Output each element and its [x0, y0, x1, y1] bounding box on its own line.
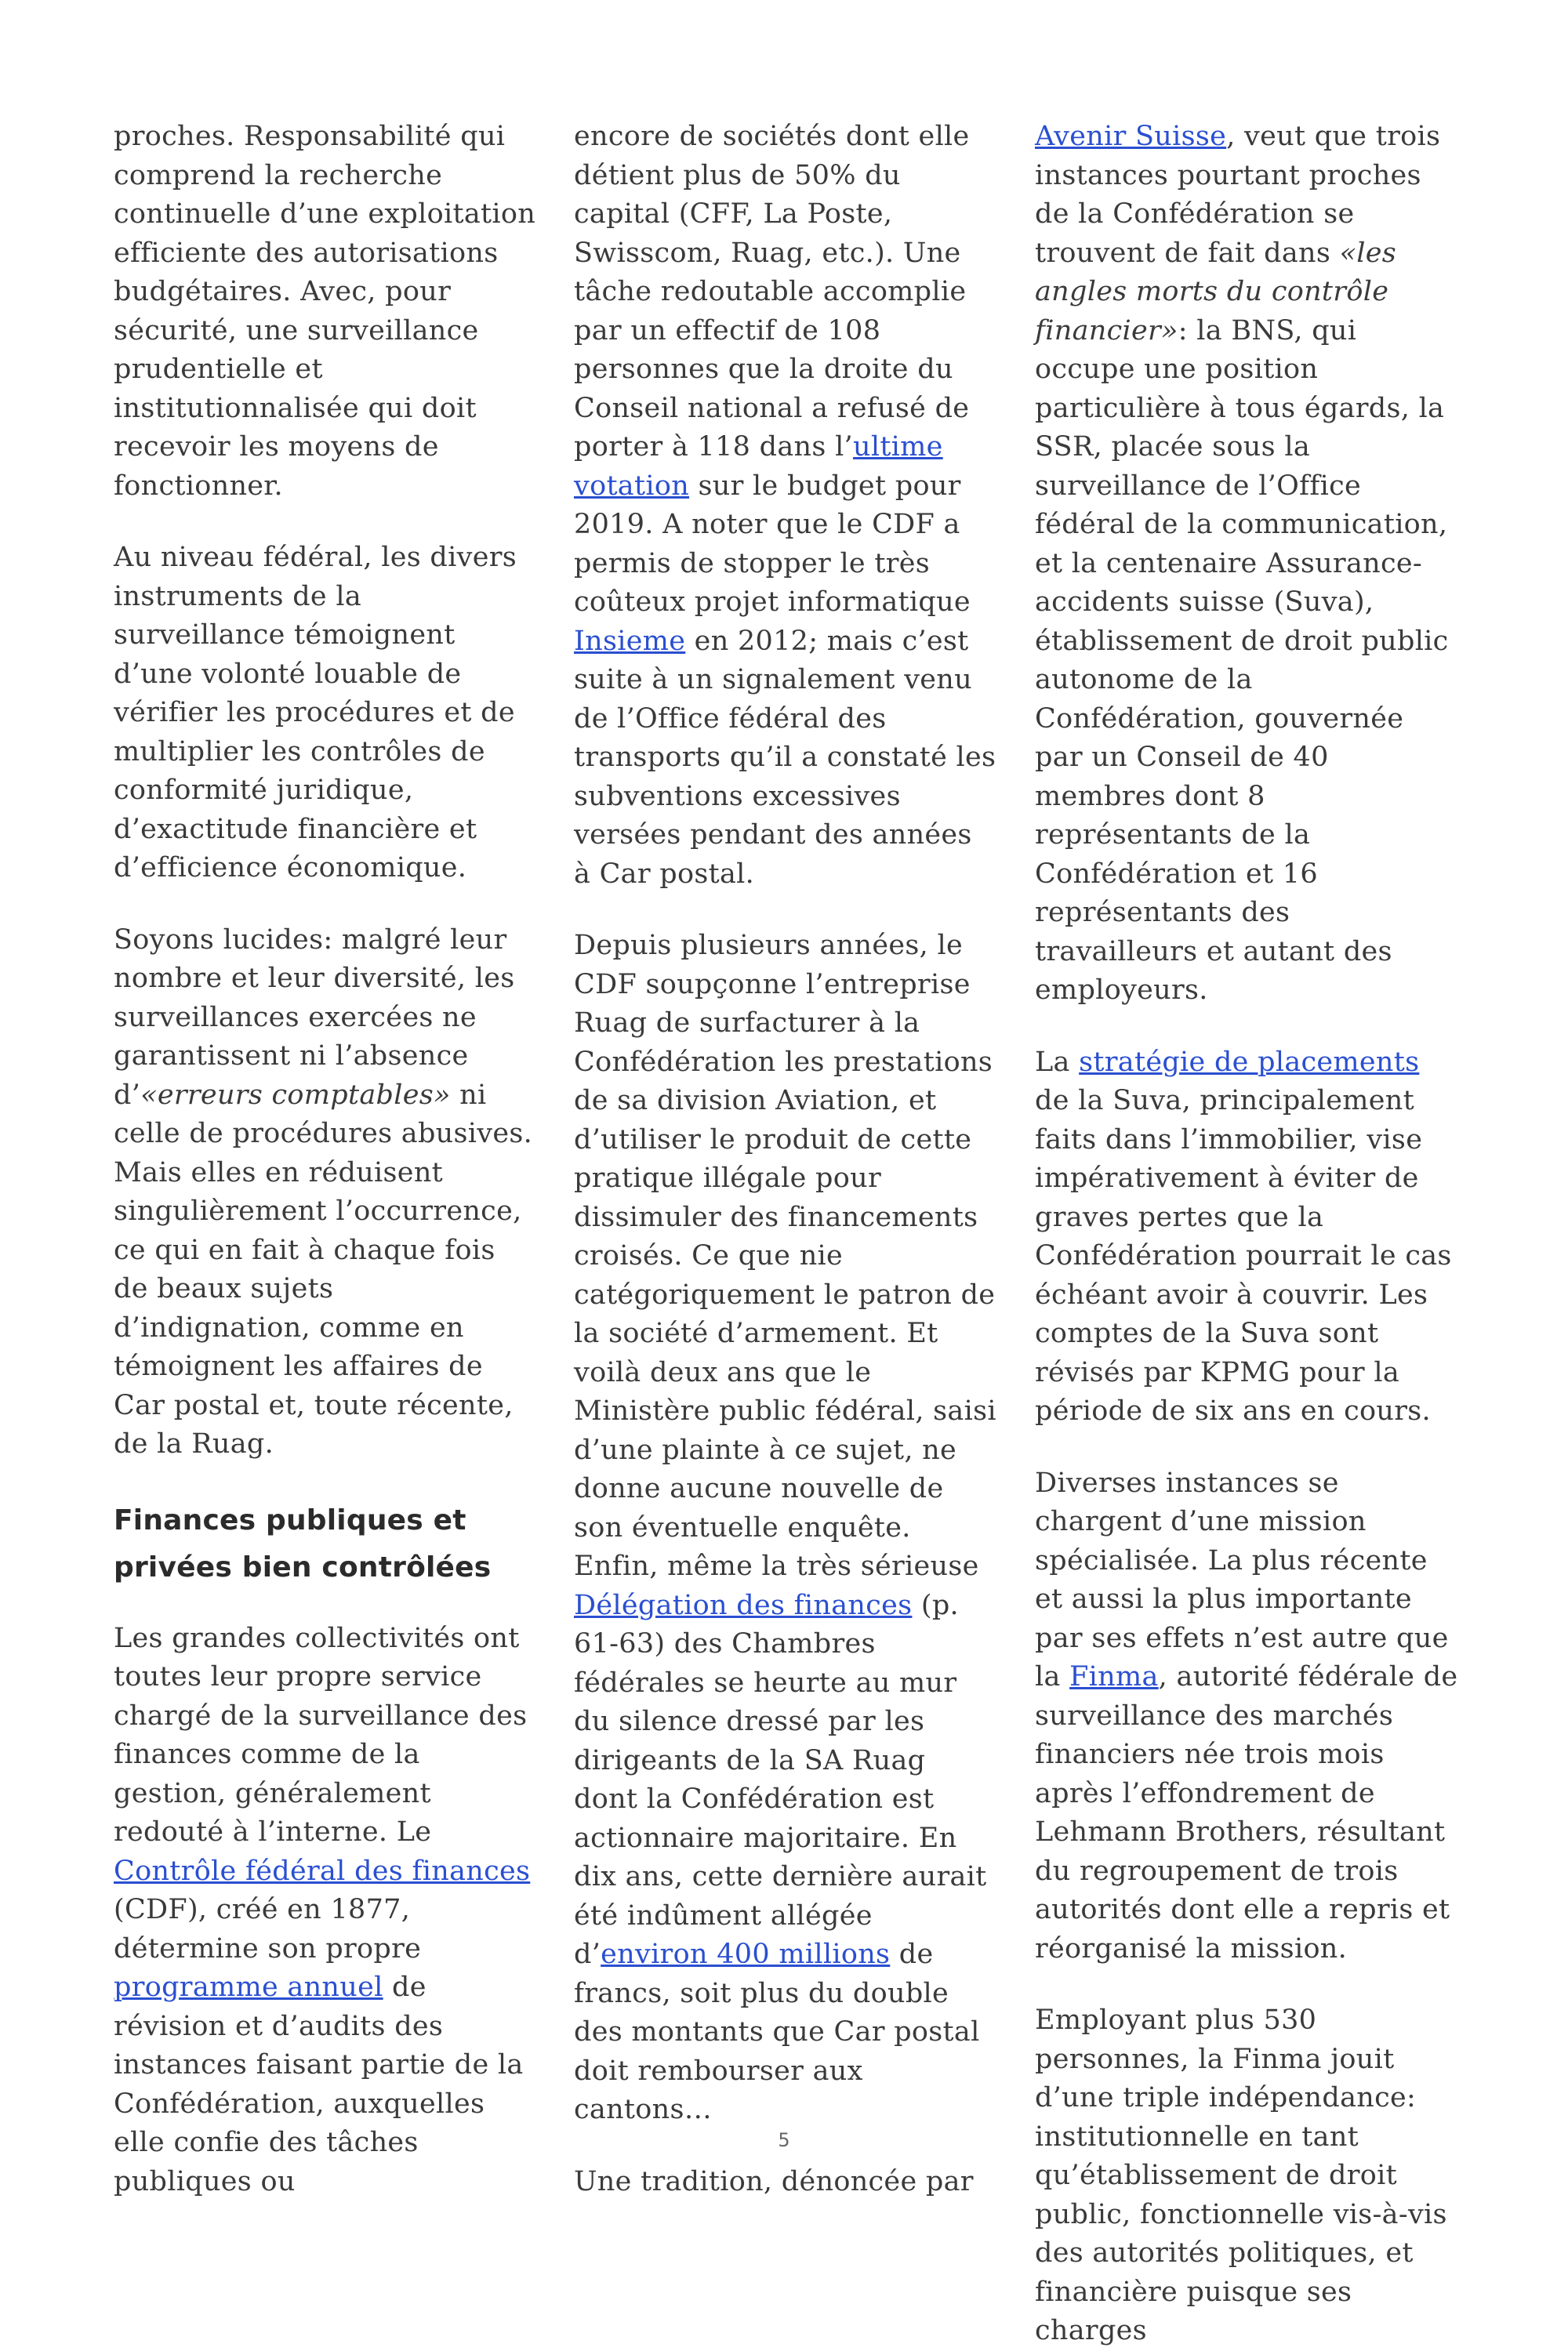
paragraph: Depuis plusieurs années, le CDF soupçonne l’entreprise Ruag de surfacturer à la Confédération les prestations de sa division Aviation, et d’utiliser le produit de cette pratique illégale pour dissimuler des financements croisés. Ce que nie catégoriquement le patron de la société d’armement. Et voilà deux ans que le Ministère public fédéral, saisi d’une plainte à ce sujet, ne donne aucune nouvelle de son éventuelle enquête. Enfin, même la très sérieuse Délégation des finances (p. 61-63) des Chambres fédérales se heurte au mur du silence dressé par les dirigeants de la SA Ruag dont la Confédération est actionnaire majoritaire. En dix ans, cette dernière aurait été indûment allégée d’environ 400 millions de francs, soit plus du double des montants que Car postal doit rembourser aux cantons… [574, 930, 996, 2125]
column-left [114, 118, 537, 2201]
quote-emphasis: «erreurs comptables» [140, 1079, 451, 1111]
link-avenir-suisse[interactable]: Avenir Suisse [1035, 121, 1227, 152]
link-programme-annuel[interactable]: programme annuel [114, 1972, 383, 2003]
column-middle [574, 118, 997, 2201]
paragraph: La stratégie de placements de la Suva, principalement faits dans l’immobilier, vise impérativement à éviter de graves pertes que la Confédération pourrait le cas échéant avoir à couvrir. Les comptes de la Suva sont révisés par KPMG pour la période de six ans en cours. [1035, 1046, 1452, 1427]
paragraph: encore de sociétés dont elle détient plus de 50% du capital (CFF, La Poste, Swisscom, Ruag, etc.). Une tâche redoutable accomplie par un effectif de 108 personnes que la droite du Conseil national a refusé de porter à 118 dans l’ultime votation sur le budget pour 2019. A noter que le CDF a permis de stopper le très coûteux projet informatique Insieme en 2012; mais c’est suite à un signalement venu de l’Office fédéral des transports qu’il a constaté les subventions excessives versées pendant des années à Car postal. [574, 121, 996, 890]
link-strategie-de-placements[interactable]: stratégie de placements [1079, 1046, 1420, 1078]
quote-emphasis: «les angles morts du contrôle financier» [1035, 237, 1397, 346]
paragraph: Au niveau fédéral, les divers instruments de la surveillance témoignent d’une volonté louable de vérifier les procédures et de multiplier les contrôles de conformité juridique, d’exactitude financière et d’efficience économique. [114, 542, 517, 883]
paragraph: Soyons lucides: malgré leur nombre et leur diversité, les surveillances exercées ne garantissent ni l’absence d’«erreurs comptables» ni celle de procédures abusives. Mais elles en réduisent singulièrement l’occurrence, ce qui en fait à chaque fois de beaux sujets d’indignation, comme en témoignent les affaires de Car postal et, toute récente, de la Ruag. [114, 923, 533, 1460]
link-environ-400-millions[interactable]: environ 400 millions [601, 1939, 891, 1970]
link-insieme[interactable]: Insieme [574, 625, 686, 657]
paragraph: proches. Responsabilité qui comprend la recherche continuelle d’une exploitation efficiente des autorisations budgétaires. Avec, pour sécurité, une surveillance prudentielle et institutionnalisée qui doit recevoir les moyens de fonctionner. [114, 121, 536, 502]
link-delegation-des-finances[interactable]: Délégation des finances [574, 1589, 913, 1621]
paragraph: Avenir Suisse, veut que trois instances pourtant proches de la Confédération se trouvent de fait dans «les angles morts du contrôle financier»: la BNS, qui occupe une position particulière à tous égards, la SSR, placée sous la surveillance de l’Office fédéral de la communication, et la centenaire Assurance-accidents suisse (Suva), établissement de droit public autonome de la Confédération, gouvernée par un Conseil de 40 membres dont 8 représentants de la Confédération et 16 représentants des travailleurs et autant des employeurs. [1035, 121, 1449, 1006]
paragraph: Une tradition, dénoncée par [574, 2165, 974, 2197]
link-finma[interactable]: Finma [1069, 1661, 1159, 1693]
link-ultime-votation[interactable]: ultime votation [574, 431, 943, 502]
paragraph: Employant plus 530 personnes, la Finma jouit d’une triple indépendance: institutionnelle en tant qu’établissement de droit public, fonctionnelle vis-à-vis des autorités politiques, et financière puisque ses charges [1035, 2005, 1447, 2346]
paragraph: Les grandes collectivités ont toutes leur propre service chargé de la surveillance des finances comme de la gestion, généralement redouté à l’interne. Le Contrôle fédéral des finances (CDF), créé en 1877, détermine son propre programme annuel de révision et d’audits des instances faisant partie de la Confédération, auxquelles elle confie des tâches publiques ou [114, 1622, 531, 2197]
link-controle-federal-finances[interactable]: Contrôle fédéral des finances [114, 1855, 531, 1887]
section-heading: Finances publiques et privées bien contrôlées [114, 1504, 492, 1584]
column-right [1035, 118, 1458, 2351]
page-number: 5 [778, 2129, 790, 2151]
paragraph: Diverses instances se chargent d’une mission spécialisée. La plus récente et aussi la plus importante par ses effets n’est autre que la Finma, autorité fédérale de surveillance des marchés financiers née trois mois après l’effondrement de Lehmann Brothers, résultant du regroupement de trois autorités dont elle a repris et réorganisé la mission. [1035, 1467, 1458, 1965]
